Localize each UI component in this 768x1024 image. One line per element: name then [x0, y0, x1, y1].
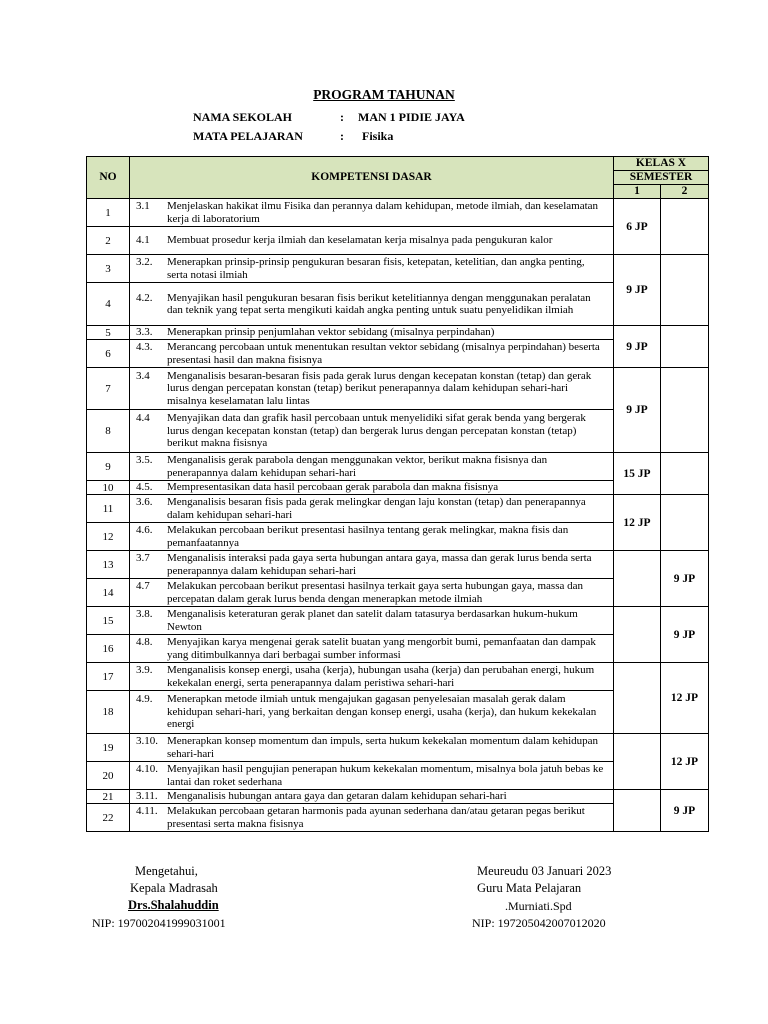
jp-semester-2: 12 JP: [661, 734, 709, 790]
header-semester: SEMESTER: [614, 171, 709, 185]
kompetensi-cell: [130, 579, 614, 607]
subject-label: MATA PELAJARAN: [193, 129, 303, 143]
jp-semester-1: 9 JP: [614, 255, 661, 326]
kompetensi-cell: [130, 691, 614, 734]
school-value: MAN 1 PIDIE JAYA: [358, 110, 465, 124]
jp-semester-2: 9 JP: [661, 607, 709, 663]
kd-code: 3.11.: [136, 790, 158, 803]
row-number: 5: [87, 326, 130, 340]
row-number: 11: [87, 495, 130, 523]
jp-semester-1-empty: [614, 790, 661, 832]
header-no: NO: [87, 157, 130, 199]
row-number: 15: [87, 607, 130, 635]
kd-code: 3.8.: [136, 608, 153, 620]
kompetensi-cell: [130, 283, 614, 326]
kd-code: 4.11.: [136, 805, 158, 817]
kompetensi-cell: [130, 368, 614, 410]
kd-text: Menerapkan konsep momentum dan impuls, serta hukum kekekalan momentum dalam kehidupan sehari-hari: [167, 735, 599, 760]
header-semester-1: 1: [614, 185, 661, 199]
signature-right-role: Guru Mata Pelajaran: [477, 881, 582, 895]
row-number: 14: [87, 579, 130, 607]
kd-code: 4.10.: [136, 763, 158, 775]
row-number: 22: [87, 804, 130, 832]
kd-code: 3.4: [136, 369, 150, 382]
row-number: 13: [87, 551, 130, 579]
row-number: 21: [87, 790, 130, 804]
kd-text: Melakukan percobaan berikut presentasi hasilnya terkait gaya serta hubungan gaya, massa dan percepatan dalam gerak lurus benda dengan menerapkan metode ilmiah: [167, 580, 584, 605]
kd-code: 4.1: [136, 234, 150, 247]
kompetensi-cell: [130, 495, 614, 523]
kd-text: Membuat prosedur kerja ilmiah dan keselamatan kerja misalnya pada pengukuran kalor: [167, 234, 553, 247]
jp-semester-2-empty: [661, 453, 709, 495]
row-number: 12: [87, 523, 130, 551]
subject-colon: :: [340, 129, 344, 143]
kd-code: 4.2.: [136, 291, 153, 304]
kompetensi-cell: [130, 804, 614, 832]
kompetensi-cell: [130, 762, 614, 790]
kd-text: Menganalisis besaran fisis pada gerak melingkar dengan laju konstan (tetap) dan penerapannya dalam kehidupan sehari-hari: [167, 496, 586, 521]
document-title: PROGRAM TAHUNAN: [313, 87, 455, 102]
jp-semester-1: 15 JP: [614, 453, 661, 495]
kd-code: 4.6.: [136, 524, 153, 536]
jp-semester-1: 6 JP: [614, 199, 661, 255]
kompetensi-cell: [130, 481, 614, 495]
kd-text: Menganalisis gerak parabola dengan menggunakan vektor, berikut makna fisisnya dan penerapannya dalam kehidupan sehari-hari: [167, 454, 548, 479]
kd-code: 3.1: [136, 200, 150, 212]
kd-code: 3.3.: [136, 326, 153, 339]
kd-text: Menganalisis hubungan antara gaya dan getaran dalam kehidupan sehari-hari: [167, 790, 507, 803]
jp-semester-1: 12 JP: [614, 495, 661, 551]
kompetensi-cell: [130, 199, 614, 227]
kd-text: Melakukan percobaan berikut presentasi hasilnya tentang gerak melingkar, makna fisis dan pemanfaatannya: [167, 524, 569, 549]
signature-left-role: Kepala Madrasah: [130, 881, 218, 895]
kd-text: Menganalisis interaksi pada gaya serta hubungan antara gaya, massa dan gerak lurus benda serta penerapannya dalam kehidupan sehari-hari: [167, 552, 592, 577]
kd-code: 4.3.: [136, 341, 153, 353]
jp-semester-2-empty: [661, 199, 709, 255]
kd-text: Menerapkan metode ilmiah untuk mengajukan gagasan penyelesaian masalah gerak dalam kehidupan sehari-hari, yang berkaitan dengan konsep energi, usaha (kerja), dan hukum kekekalan energi: [167, 693, 597, 731]
jp-semester-1: 9 JP: [614, 326, 661, 368]
signature-left-greeting: Mengetahui,: [135, 864, 198, 878]
kompetensi-cell: [130, 551, 614, 579]
row-number: 20: [87, 762, 130, 790]
jp-semester-1-empty: [614, 734, 661, 790]
subject-value: Fisika: [362, 129, 394, 143]
kd-text: Merancang percobaan untuk menentukan resultan vektor sebidang (misalnya perpindahan) beserta presentasi hasil dan makna fisisnya: [167, 341, 600, 366]
kompetensi-cell: [130, 734, 614, 762]
row-number: 4: [87, 283, 130, 326]
kd-code: 4.4: [136, 412, 150, 425]
row-number: 8: [87, 410, 130, 453]
header-kompetensi: KOMPETENSI DASAR: [130, 157, 614, 199]
kompetensi-cell: [130, 523, 614, 551]
kd-text: Menjelaskan hakikat ilmu Fisika dan perannya dalam kehidupan, metode ilmiah, dan keselamatan kerja di laboratorium: [167, 200, 599, 225]
kompetensi-cell: [130, 607, 614, 635]
row-number: 1: [87, 199, 130, 227]
jp-semester-1-empty: [614, 663, 661, 734]
jp-semester-1-empty: [614, 607, 661, 663]
kompetensi-cell: [130, 635, 614, 663]
kompetensi-cell: [130, 453, 614, 481]
kd-code: 3.10.: [136, 735, 158, 747]
kompetensi-cell: [130, 255, 614, 283]
program-table: [86, 156, 709, 832]
signature-left-name: Drs.Shalahuddin: [128, 898, 219, 912]
jp-semester-2: 12 JP: [661, 663, 709, 734]
kd-text: Menerapkan prinsip penjumlahan vektor sebidang (misalnya perpindahan): [167, 326, 495, 339]
jp-semester-1-empty: [614, 551, 661, 607]
row-number: 9: [87, 453, 130, 481]
row-number: 7: [87, 368, 130, 410]
school-colon: :: [340, 110, 344, 124]
signature-right-name: .Murniati.Spd: [505, 899, 572, 913]
kompetensi-cell: [130, 340, 614, 368]
jp-semester-2-empty: [661, 368, 709, 453]
kd-text: Menyajikan hasil pengukuran besaran fisis berikut ketelitiannya dengan menggunakan peralatan dan teknik yang tepat serta mengikuti kaidah angka penting untuk suatu penyelidikan ilmiah: [167, 291, 591, 316]
kd-code: 3.5.: [136, 454, 153, 466]
kd-code: 4.5.: [136, 481, 153, 494]
kd-text: Menyajikan karya mengenai gerak satelit buatan yang mengorbit bumi, pemanfaatan dan dampak yang ditimbulkannya dari berbagai sumber informasi: [167, 636, 596, 661]
row-number: 18: [87, 691, 130, 734]
kd-code: 4.8.: [136, 636, 153, 648]
kd-code: 3.2.: [136, 256, 153, 268]
row-number: 17: [87, 663, 130, 691]
kd-text: Menyajikan data dan grafik hasil percobaan untuk menyelidiki sifat gerak benda yang bergerak lurus dengan kecepatan konstan (tetap) dan bergerak lurus dengan percepatan konstan (tetap) berikut makna fisisnya: [167, 412, 586, 450]
kd-text: Mempresentasikan data hasil percobaan gerak parabola dan makna fisisnya: [167, 481, 499, 494]
kd-code: 3.7: [136, 552, 150, 564]
kompetensi-cell: [130, 227, 614, 255]
signature-right-date: Meureudu 03 Januari 2023: [477, 864, 612, 878]
school-label: NAMA SEKOLAH: [193, 110, 293, 124]
kd-text: Menganalisis keteraturan gerak planet dan satelit dalam tatasurya berdasarkan hukum-hukum Newton: [167, 608, 578, 633]
kd-text: Menganalisis besaran-besaran fisis pada gerak lurus dengan kecepatan konstan (tetap) dan gerak lurus dengan percepatan konstan (tetap) berikut penerapannya dalam kehidupan sehari-hari misalnya keselamatan lalu lintas: [167, 369, 592, 407]
kd-code: 4.7: [136, 580, 150, 592]
header-kelas: KELAS X: [614, 157, 709, 171]
jp-semester-2-empty: [661, 495, 709, 551]
kd-code: 4.9.: [136, 693, 153, 706]
row-number: 16: [87, 635, 130, 663]
kompetensi-cell: [130, 326, 614, 340]
jp-semester-2: 9 JP: [661, 551, 709, 607]
row-number: 3: [87, 255, 130, 283]
jp-semester-2-empty: [661, 255, 709, 326]
row-number: 19: [87, 734, 130, 762]
row-number: 10: [87, 481, 130, 495]
kd-code: 3.6.: [136, 496, 153, 508]
kompetensi-cell: [130, 790, 614, 804]
kd-text: Menganalisis konsep energi, usaha (kerja), hubungan usaha (kerja) dan perubahan energi, hukum kekekalan energi, serta penerapannya dalam peristiwa sehari-hari: [167, 664, 595, 689]
kd-code: 3.9.: [136, 664, 153, 676]
jp-semester-2: 9 JP: [661, 790, 709, 832]
row-number: 6: [87, 340, 130, 368]
jp-semester-1: 9 JP: [614, 368, 661, 453]
kompetensi-cell: [130, 410, 614, 453]
kd-text: Menerapkan prinsip-prinsip pengukuran besaran fisis, ketepatan, ketelitian, dan angka penting, serta notasi ilmiah: [167, 256, 585, 281]
row-number: 2: [87, 227, 130, 255]
kd-text: Melakukan percobaan getaran harmonis pada ayunan sederhana dan/atau getaran pegas berikut presentasi serta makna fisisnya: [167, 805, 585, 830]
signature-right-nip: NIP: 197205042007012020: [472, 916, 606, 930]
jp-semester-2-empty: [661, 326, 709, 368]
signature-left-nip: NIP: 197002041999031001: [92, 916, 226, 930]
kd-text: Menyajikan hasil pengujian penerapan hukum kekekalan momentum, misalnya bola jatuh bebas ke lantai dan roket sederhana: [167, 763, 604, 788]
header-semester-2: 2: [661, 185, 709, 199]
kompetensi-cell: [130, 663, 614, 691]
